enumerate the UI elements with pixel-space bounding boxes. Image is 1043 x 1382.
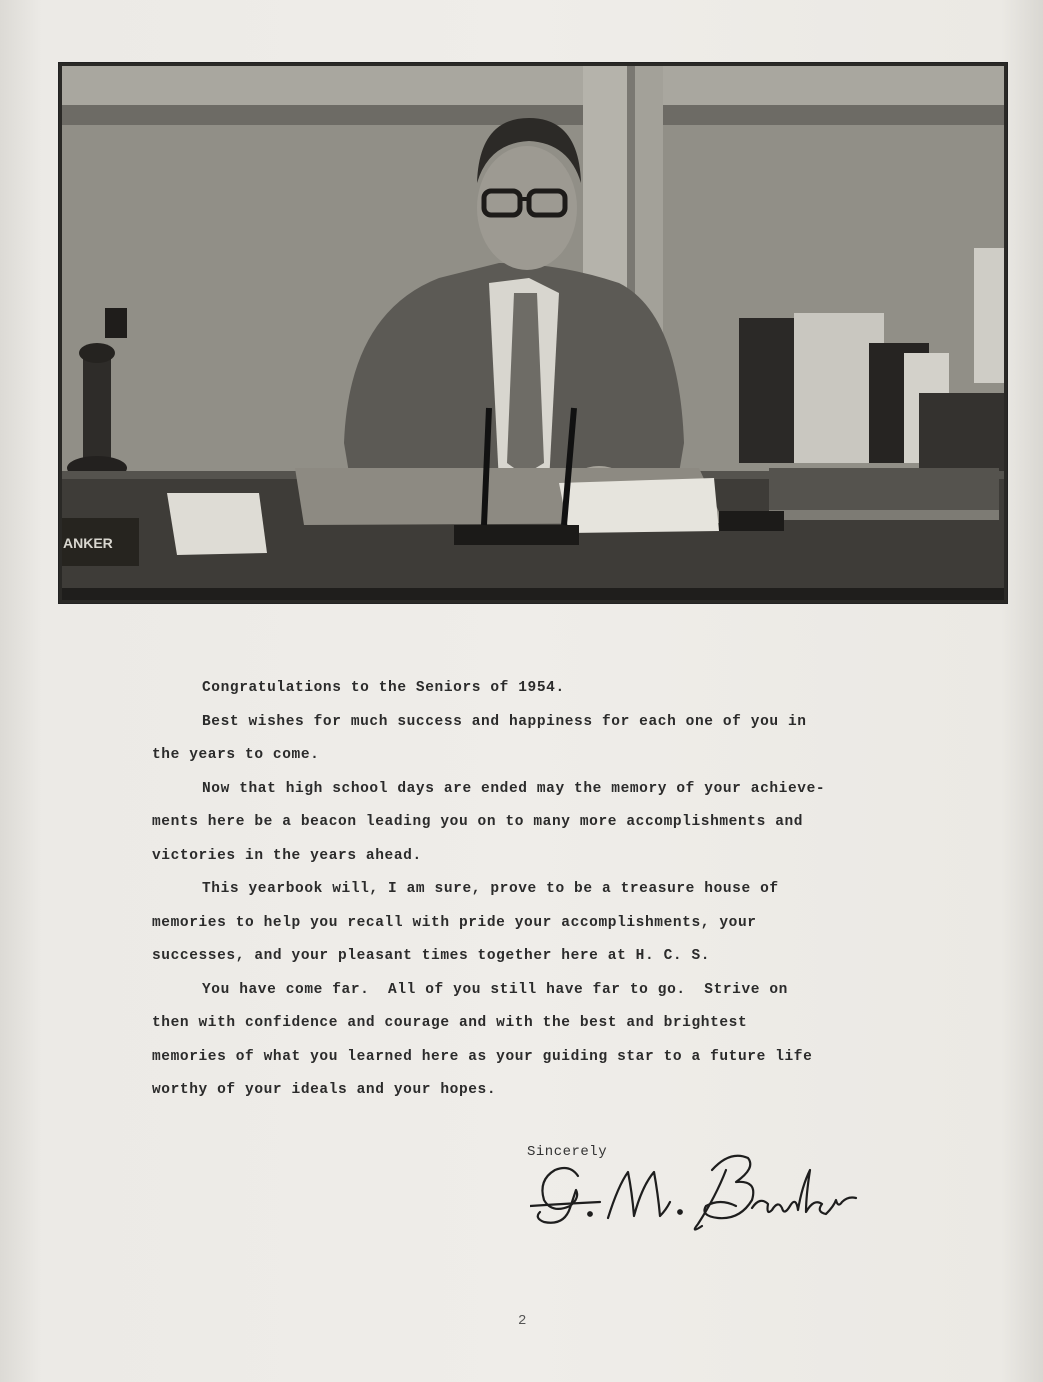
letter-line: memories to help you recall with pride your accomplishments, your: [152, 914, 757, 931]
signature: [530, 1146, 860, 1241]
page-number: 2: [518, 1313, 527, 1329]
letter-body: [152, 672, 892, 1108]
letter-line: ments here be a beacon leading you on to many more accomplishments and: [152, 814, 804, 830]
letter-line: worthy of your ideals and your hopes.: [152, 1082, 497, 1098]
letter-line: This yearbook will, I am sure, prove to be a treasure house of: [202, 881, 779, 897]
letter-line: Congratulations to the Seniors of 1954.: [202, 680, 565, 696]
letter-line: then with confidence and courage and with the best and brightest: [152, 1015, 748, 1031]
letter-line: Best wishes for much success and happiness for each one of you in: [202, 713, 807, 730]
principal-photo: [58, 62, 1008, 604]
letter-line: Now that high school days are ended may the memory of your achieve-: [202, 780, 826, 797]
letter-line: memories of what you learned here as your guiding star to a future life: [152, 1048, 813, 1065]
letter-line: successes, and your pleasant times together here at H. C. S.: [152, 948, 711, 964]
closing-salutation: Sincerely: [527, 1144, 608, 1160]
nameplate-text: ANKER: [63, 535, 113, 551]
letter-line: You have come far. All of you still have far to go. Strive on: [202, 981, 788, 998]
principal-at-desk-photo: [59, 63, 1007, 603]
letter-line: victories in the years ahead.: [152, 847, 422, 864]
handwritten-signature-icon: [530, 1146, 860, 1241]
letter-line: the years to come.: [152, 747, 320, 763]
